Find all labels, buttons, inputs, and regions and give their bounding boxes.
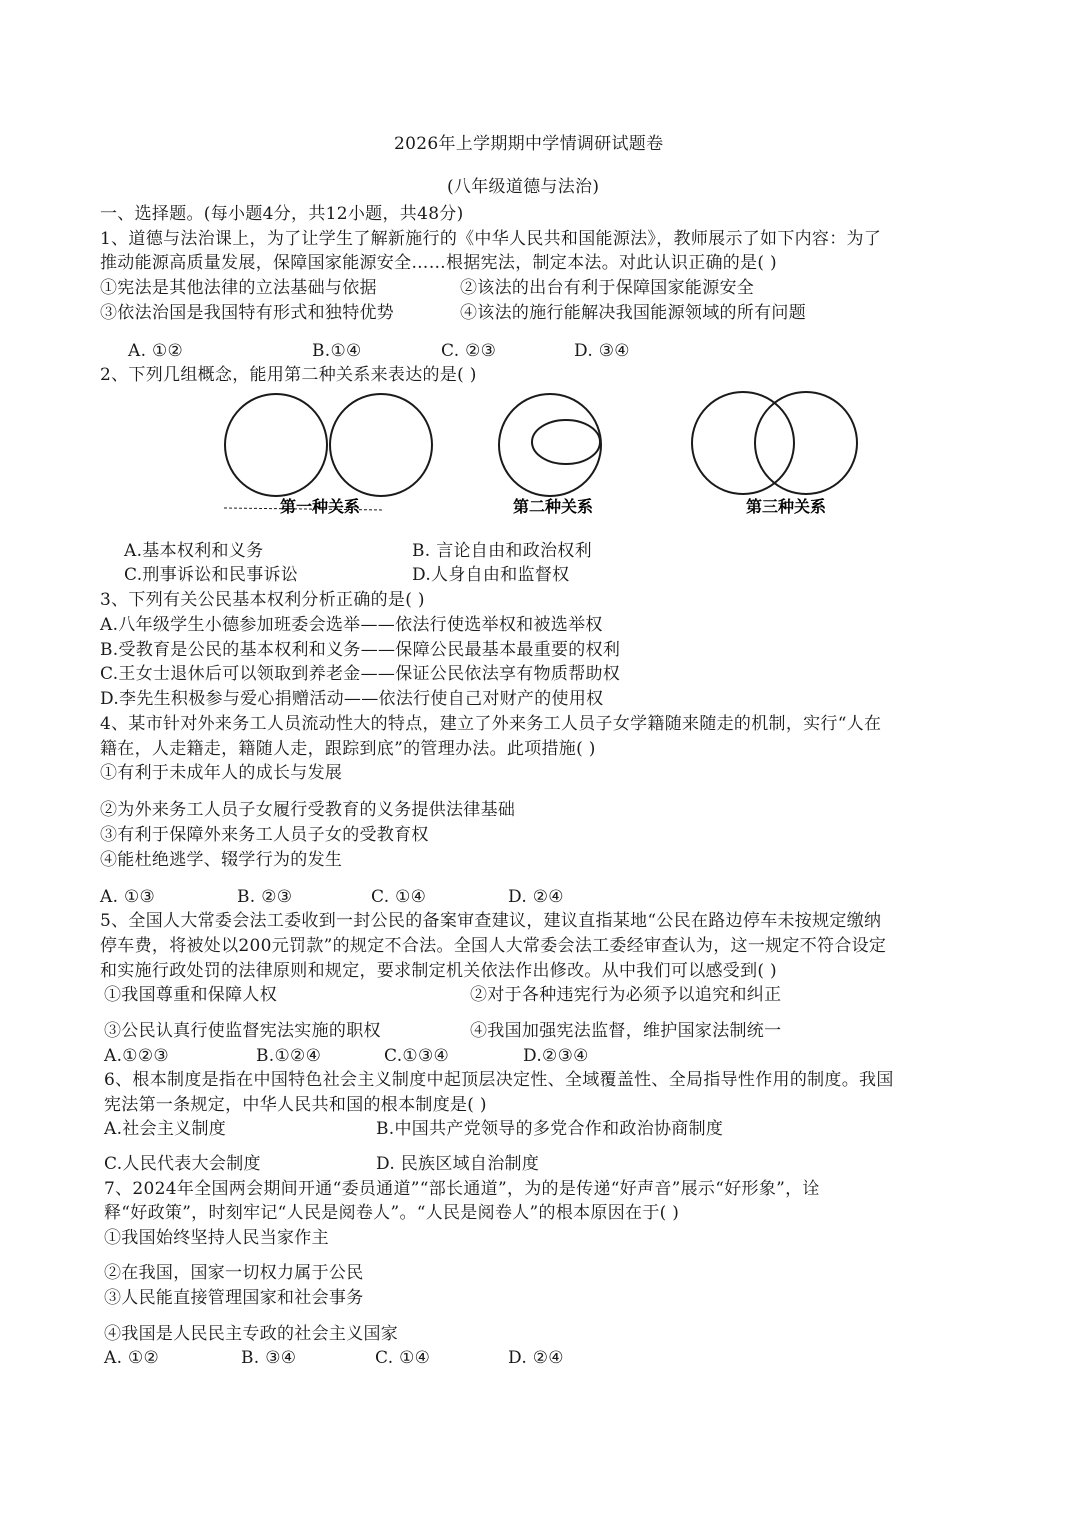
statement: ④该法的施行能解决我国能源领域的所有问题 [460, 303, 806, 323]
option-d: D. ②④ [508, 1348, 564, 1368]
option-d: D. 民族区域自治制度 [376, 1154, 540, 1174]
option-d: D.李先生积极参与爱心捐赠活动——依法行使自己对财产的使用权 [100, 689, 604, 709]
diagram3-circle-left [692, 392, 794, 494]
statement: ①我国尊重和保障人权 [104, 985, 277, 1005]
statement: ③人民能直接管理国家和社会事务 [104, 1288, 364, 1308]
statement: ②该法的出台有利于保障国家能源安全 [460, 278, 755, 298]
option-c: C.刑事诉讼和民事诉讼 [124, 565, 299, 585]
statement: ④我国是人民民主专政的社会主义国家 [104, 1324, 399, 1344]
question-stem: 4、某市针对外来务工人员流动性大的特点，建立了外来务工人员子女学籍随来随走的机制，实行“人在 [100, 714, 882, 734]
diagram1-caption: 第一种关系 [279, 497, 361, 516]
option-a: A.①②③ [104, 1046, 169, 1066]
option-c: C. ①④ [375, 1348, 431, 1368]
statement: ①宪法是其他法律的立法基础与依据 [100, 278, 377, 298]
statement: ④能杜绝逃学、辍学行为的发生 [100, 850, 343, 870]
question-stem: 1、道德与法治课上，为了让学生了解新施行的《中华人民共和国能源法》，教师展示了如下内容：为了 [100, 229, 882, 249]
option-a: A. ①③ [100, 887, 156, 907]
diagram3-caption: 第三种关系 [745, 497, 827, 516]
option-a: A.社会主义制度 [104, 1119, 227, 1139]
statement: ④我国加强宪法监督，维护国家法制统一 [470, 1021, 782, 1041]
option-d: D.人身自由和监督权 [412, 565, 570, 585]
option-a: A. ①② [128, 341, 184, 361]
option-b: B.受教育是公民的基本权利和义务——保障公民最基本最重要的权利 [100, 640, 621, 660]
option-d: D.②③④ [523, 1046, 589, 1066]
question-stem: 宪法第一条规定，中华人民共和国的根本制度是( ) [104, 1095, 487, 1115]
question-stem: 推动能源高质量发展，保障国家能源安全……根据宪法，制定本法。对此认识正确的是( ) [100, 253, 777, 273]
statement: ①我国始终坚持人民当家作主 [104, 1228, 329, 1248]
diagram1-circle-left [225, 394, 327, 496]
option-d: D. ②④ [508, 887, 564, 907]
statement: ③依法治国是我国特有形式和独特优势 [100, 303, 395, 323]
question-stem: 3、下列有关公民基本权利分析正确的是( ) [100, 590, 425, 610]
statement: ③公民认真行使监督宪法实施的职权 [104, 1021, 381, 1041]
diagram1-circle-right [330, 394, 432, 496]
diagram2-outer-circle [499, 394, 601, 496]
option-c: C.王女士退休后可以领取到养老金——保证公民依法享有物质帮助权 [100, 664, 621, 684]
option-b: B.①④ [312, 341, 362, 361]
question-stem: 籍在，人走籍走，籍随人走，跟踪到底”的管理办法。此项措施( ) [100, 739, 596, 759]
diagram3-circle-right [755, 392, 857, 494]
question-stem: 5、全国人大常委会法工委收到一封公民的备案审查建议，建议直指某地“公民在路边停车未按规定缴纳 [100, 911, 882, 931]
statement: ①有利于未成年人的成长与发展 [100, 763, 343, 783]
diagram2-inner-ellipse [532, 420, 600, 464]
option-a: A.八年级学生小德参加班委会选举——依法行使选举权和被选举权 [100, 615, 603, 635]
option-c: C.①③④ [384, 1046, 450, 1066]
option-b: B. ③④ [241, 1348, 297, 1368]
question-stem: 停车费，将被处以200元罚款”的规定不合法。全国人大常委会法工委经审查认为，这一规定不符合设定 [100, 936, 887, 956]
statement: ②为外来务工人员子女履行受教育的义务提供法律基础 [100, 800, 516, 820]
question-stem: 和实施行政处罚的法律原则和规定，要求制定机关依法作出修改。从中我们可以感受到( ) [100, 961, 777, 981]
option-c: C. ②③ [441, 341, 497, 361]
option-c: C.人民代表大会制度 [104, 1154, 261, 1174]
diagram2-caption: 第二种关系 [512, 497, 594, 516]
section-heading: 一、选择题。(每小题4分，共12小题，共48分) [100, 204, 464, 224]
question-stem: 7、2024年全国两会期间开通“委员通道”“部长通道”，为的是传递“好声音”展示“好形象”，诠 [104, 1179, 820, 1199]
relationship-diagrams [0, 385, 1080, 525]
statement: ②在我国，国家一切权力属于公民 [104, 1263, 364, 1283]
option-a: A.基本权利和义务 [124, 541, 264, 561]
option-b: B.中国共产党领导的多党合作和政治协商制度 [376, 1119, 724, 1139]
relationship-diagrams-svg [0, 385, 1080, 525]
exam-title: 2026年上学期期中学情调研试题卷 [394, 134, 664, 154]
exam-subtitle: (八年级道德与法治) [447, 177, 600, 197]
question-stem: 释“好政策”，时刻牢记“人民是阅卷人”。“人民是阅卷人”的根本原因在于( ) [104, 1203, 680, 1223]
question-stem: 2、下列几组概念，能用第二种关系来表达的是( ) [100, 365, 477, 385]
option-d: D. ③④ [574, 341, 630, 361]
question-stem: 6、根本制度是指在中国特色社会主义制度中起顶层决定性、全域覆盖性、全局指导性作用的制度。我国 [104, 1070, 894, 1090]
option-c: C. ①④ [371, 887, 427, 907]
option-b: B. 言论自由和政治权利 [412, 541, 592, 561]
statement: ③有利于保障外来务工人员子女的受教育权 [100, 825, 429, 845]
option-a: A. ①② [104, 1348, 160, 1368]
option-b: B. ②③ [237, 887, 293, 907]
option-b: B.①②④ [256, 1046, 322, 1066]
statement: ②对于各种违宪行为必须予以追究和纠正 [470, 985, 782, 1005]
